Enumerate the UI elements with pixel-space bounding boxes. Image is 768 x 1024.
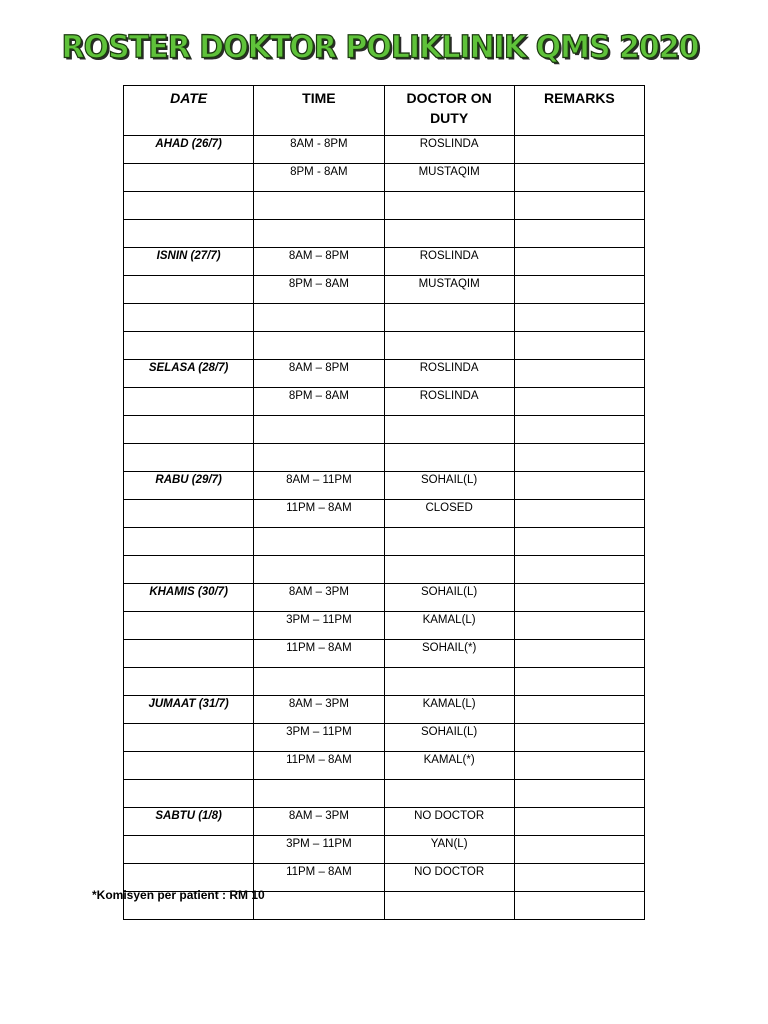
header-date: DATE: [124, 86, 254, 136]
remarks-cell: [514, 892, 644, 920]
doctor-cell: ROSLINDA: [384, 248, 514, 276]
time-cell: 8PM – 8AM: [254, 276, 384, 304]
doctor-cell: [384, 416, 514, 444]
doctor-cell: [384, 556, 514, 584]
remarks-cell: [514, 780, 644, 808]
roster-table: [123, 85, 645, 920]
doctor-cell: [384, 892, 514, 920]
table-row: [124, 500, 645, 528]
doctor-cell: SOHAIL(L): [384, 472, 514, 500]
remarks-cell: [514, 612, 644, 640]
doctor-cell: ROSLINDA: [384, 360, 514, 388]
date-cell: [124, 780, 254, 808]
time-cell: [254, 332, 384, 360]
time-cell: 8AM – 8PM: [254, 248, 384, 276]
doctor-cell: MUSTAQIM: [384, 164, 514, 192]
date-cell: KHAMIS (30/7): [124, 584, 254, 612]
date-cell: [124, 276, 254, 304]
remarks-cell: [514, 192, 644, 220]
time-cell: 11PM – 8AM: [254, 752, 384, 780]
date-cell: [124, 668, 254, 696]
table-row: [124, 836, 645, 864]
doctor-cell: NO DOCTOR: [384, 864, 514, 892]
doctor-cell: [384, 192, 514, 220]
time-cell: [254, 892, 384, 920]
remarks-cell: [514, 752, 644, 780]
table-row: [124, 752, 645, 780]
header-time: TIME: [254, 86, 384, 136]
table-row: [124, 668, 645, 696]
remarks-cell: [514, 500, 644, 528]
time-cell: 3PM – 11PM: [254, 836, 384, 864]
time-cell: [254, 192, 384, 220]
remarks-cell: [514, 276, 644, 304]
time-cell: [254, 556, 384, 584]
table-row: [124, 360, 645, 388]
remarks-cell: [514, 416, 644, 444]
table-row: [124, 416, 645, 444]
remarks-cell: [514, 640, 644, 668]
date-cell: [124, 556, 254, 584]
time-cell: [254, 444, 384, 472]
footnote: *Komisyen per patient : RM 10: [92, 888, 265, 902]
doctor-cell: CLOSED: [384, 500, 514, 528]
remarks-cell: [514, 220, 644, 248]
time-cell: [254, 304, 384, 332]
time-cell: [254, 220, 384, 248]
time-cell: 3PM – 11PM: [254, 724, 384, 752]
table-row: [124, 192, 645, 220]
table-row: [124, 220, 645, 248]
time-cell: 11PM – 8AM: [254, 864, 384, 892]
time-cell: 8PM - 8AM: [254, 164, 384, 192]
doctor-cell: ROSLINDA: [384, 136, 514, 164]
date-cell: [124, 528, 254, 556]
date-cell: AHAD (26/7): [124, 136, 254, 164]
remarks-cell: [514, 136, 644, 164]
doctor-cell: NO DOCTOR: [384, 808, 514, 836]
remarks-cell: [514, 388, 644, 416]
time-cell: 8AM - 8PM: [254, 136, 384, 164]
time-cell: 8AM – 8PM: [254, 360, 384, 388]
table-row: [124, 388, 645, 416]
header-doctor-line2: DUTY: [430, 110, 469, 126]
table-row: [124, 584, 645, 612]
remarks-cell: [514, 248, 644, 276]
time-cell: 8AM – 3PM: [254, 584, 384, 612]
doctor-cell: [384, 304, 514, 332]
doctor-cell: KAMAL(L): [384, 696, 514, 724]
doctor-cell: MUSTAQIM: [384, 276, 514, 304]
date-cell: JUMAAT (31/7): [124, 696, 254, 724]
table-row: [124, 780, 645, 808]
table-row: [124, 612, 645, 640]
doctor-cell: [384, 444, 514, 472]
date-cell: SABTU (1/8): [124, 808, 254, 836]
date-cell: [124, 304, 254, 332]
time-cell: 11PM – 8AM: [254, 500, 384, 528]
date-cell: [124, 500, 254, 528]
doctor-cell: [384, 780, 514, 808]
doctor-cell: KAMAL(L): [384, 612, 514, 640]
time-cell: 8AM – 3PM: [254, 696, 384, 724]
table-row: [124, 808, 645, 836]
table-row: [124, 724, 645, 752]
date-cell: [124, 332, 254, 360]
date-cell: [124, 444, 254, 472]
doctor-cell: [384, 668, 514, 696]
date-cell: [124, 388, 254, 416]
doctor-cell: YAN(L): [384, 836, 514, 864]
table-row: [124, 332, 645, 360]
header-doctor: [384, 86, 514, 136]
table-row: [124, 640, 645, 668]
date-cell: [124, 416, 254, 444]
remarks-cell: [514, 164, 644, 192]
remarks-cell: [514, 696, 644, 724]
doctor-cell: [384, 220, 514, 248]
remarks-cell: [514, 556, 644, 584]
date-cell: [124, 192, 254, 220]
header-row: [124, 86, 645, 136]
remarks-cell: [514, 808, 644, 836]
table-row: [124, 444, 645, 472]
table-row: [124, 304, 645, 332]
page-title: ROSTER DOKTOR POLIKLINIK QMS 2020: [61, 29, 699, 66]
doctor-cell: SOHAIL(L): [384, 584, 514, 612]
time-cell: [254, 780, 384, 808]
doctor-cell: [384, 528, 514, 556]
table-row: [124, 528, 645, 556]
time-cell: [254, 528, 384, 556]
time-cell: [254, 668, 384, 696]
date-cell: [124, 752, 254, 780]
roster-header: [124, 86, 645, 136]
time-cell: 8PM – 8AM: [254, 388, 384, 416]
time-cell: 3PM – 11PM: [254, 612, 384, 640]
time-cell: 8AM – 3PM: [254, 808, 384, 836]
time-cell: 11PM – 8AM: [254, 640, 384, 668]
table-row: [124, 248, 645, 276]
roster-body: [124, 136, 645, 920]
date-cell: RABU (29/7): [124, 472, 254, 500]
remarks-cell: [514, 528, 644, 556]
table-row: [124, 136, 645, 164]
date-cell: [124, 164, 254, 192]
doctor-cell: SOHAIL(L): [384, 724, 514, 752]
doctor-cell: KAMAL(*): [384, 752, 514, 780]
doctor-cell: SOHAIL(*): [384, 640, 514, 668]
doctor-cell: [384, 332, 514, 360]
table-row: [124, 164, 645, 192]
date-cell: [124, 836, 254, 864]
header-doctor-line1: DOCTOR ON: [406, 90, 492, 106]
header-remarks: REMARKS: [514, 86, 644, 136]
date-cell: [124, 612, 254, 640]
time-cell: 8AM – 11PM: [254, 472, 384, 500]
remarks-cell: [514, 724, 644, 752]
date-cell: ISNIN (27/7): [124, 248, 254, 276]
date-cell: [124, 724, 254, 752]
remarks-cell: [514, 332, 644, 360]
date-cell: [124, 640, 254, 668]
remarks-cell: [514, 472, 644, 500]
table-row: [124, 556, 645, 584]
doctor-cell: ROSLINDA: [384, 388, 514, 416]
remarks-cell: [514, 668, 644, 696]
date-cell: [124, 220, 254, 248]
remarks-cell: [514, 836, 644, 864]
date-cell: SELASA (28/7): [124, 360, 254, 388]
remarks-cell: [514, 304, 644, 332]
table-row: [124, 472, 645, 500]
table-row: [124, 696, 645, 724]
remarks-cell: [514, 584, 644, 612]
time-cell: [254, 416, 384, 444]
table-row: [124, 276, 645, 304]
remarks-cell: [514, 360, 644, 388]
remarks-cell: [514, 444, 644, 472]
remarks-cell: [514, 864, 644, 892]
